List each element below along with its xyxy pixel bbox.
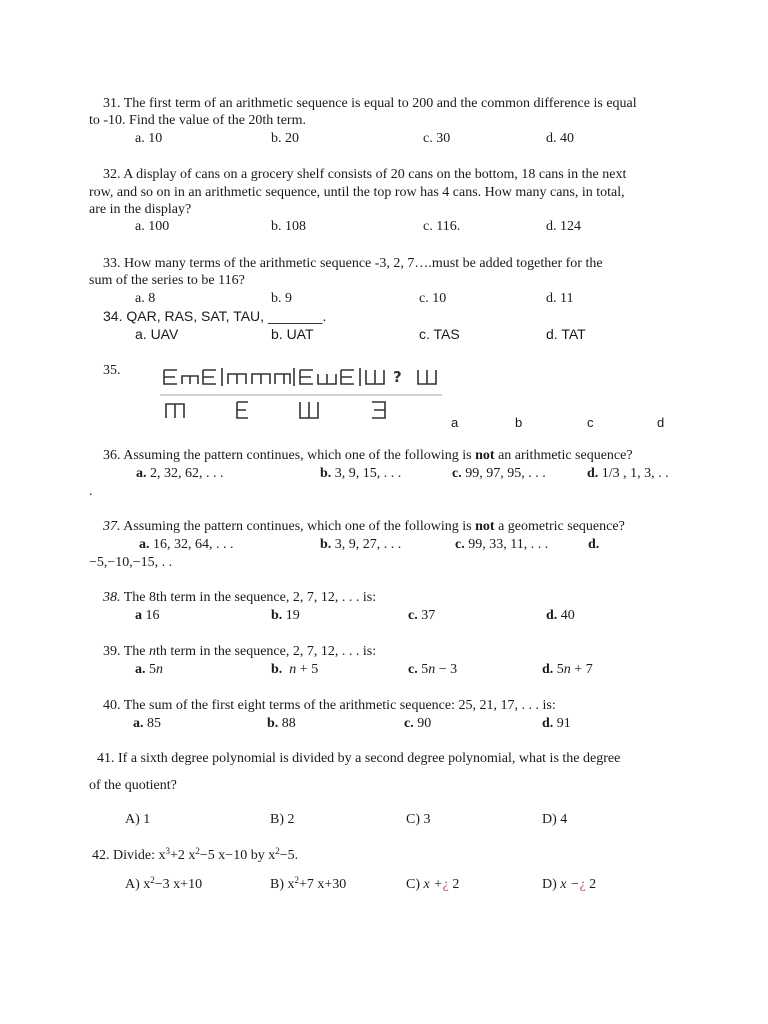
q32-stem-line1: 32. A display of cans on a grocery shelf consists of 20 cans on the bottom, 18 cans in the next — [103, 167, 627, 182]
q39-option-b: b. n + 5 — [271, 662, 319, 677]
q37-option-b: b. 3, 9, 27, . . . — [320, 537, 402, 552]
q40-option-b: b. 88 — [267, 716, 296, 731]
q33-option-d: d. 11 — [546, 291, 574, 306]
q42-option-a: A) $x^2-3$ x+10 — [125, 875, 203, 892]
q41-option-a: A) 1 — [125, 812, 151, 827]
q34-option-d: d. TAT — [546, 326, 586, 342]
q37-option-d-text: −5,−10,−15, . . — [89, 555, 173, 570]
q39-option-a: a. 5n — [135, 662, 163, 677]
q36-trailing-dot: . — [89, 484, 93, 499]
q35-option-d: d — [657, 415, 665, 430]
q36-option-a: a. 2, 32, 62, . . . — [136, 466, 224, 481]
q31-option-a: a. 10 — [135, 131, 163, 146]
q42-stem: 42. Divide: $x^3+2$ $x^2-5$ x−10 by $x^2-5$. — [92, 846, 299, 863]
q35-pattern-figure — [160, 364, 445, 426]
q34-option-b: b. UAT — [271, 326, 314, 342]
q33-stem-line2: sum of the series to be 116? — [89, 273, 245, 288]
q38-option-b: b. 19 — [271, 608, 300, 623]
q41-stem-line1: 41. If a sixth degree polynomial is divided by a second degree polynomial, what is the degree — [97, 751, 621, 766]
q41-option-c: C) 3 — [406, 812, 431, 827]
q34-option-a: a. UAV — [135, 326, 179, 342]
q37-option-c: c. 99, 33, 11, . . . — [455, 537, 549, 552]
q32-option-d: d. 124 — [546, 219, 581, 234]
q35-question-mark: ? — [393, 368, 402, 386]
q31-option-b: b. 20 — [271, 131, 299, 146]
q33-option-c: c. 10 — [419, 291, 447, 306]
q32-option-b: b. 108 — [271, 219, 306, 234]
q39-stem: 39. The nth term in the sequence, 2, 7, 12, . . . is: — [103, 644, 377, 659]
q36-stem: 36. Assuming the pattern continues, which one of the following is not an arithmetic sequence? — [103, 448, 633, 463]
q33-stem-line1: 33. How many terms of the arithmetic sequence -3, 2, 7….must be added together for the — [103, 256, 603, 271]
q37-stem: 37. Assuming the pattern continues, which one of the following is not a geometric sequence? — [103, 519, 625, 534]
q34-option-c: c. TAS — [419, 326, 460, 342]
q42-option-d: D) x −¿ 2 — [542, 877, 597, 892]
q32-option-a: a. 100 — [135, 219, 170, 234]
q32-stem-line3: are in the display? — [89, 202, 192, 217]
q33-option-a: a. 8 — [135, 291, 156, 306]
q38-option-d: d. 40 — [546, 608, 575, 623]
q41-stem-line2: of the quotient? — [89, 778, 177, 793]
q35-option-a: a — [451, 415, 459, 430]
q39-option-d: d. 5n + 7 — [542, 662, 593, 677]
q37-option-a: a. 16, 32, 64, . . . — [139, 537, 234, 552]
q38-stem: 38. The 8th term in the sequence, 2, 7, 12, . . . is: — [103, 590, 377, 605]
q33-option-b: b. 9 — [271, 291, 292, 306]
q32-option-c: c. 116. — [423, 219, 461, 234]
q39-option-c: c. 5n − 3 — [408, 662, 458, 677]
q35-option-c: c — [587, 415, 594, 430]
q31-option-d: d. 40 — [546, 131, 574, 146]
q31-stem-line1: 31. The first term of an arithmetic sequence is equal to 200 and the common difference is equal — [103, 96, 637, 111]
q31-stem-line2: to -10. Find the value of the 20th term. — [89, 113, 306, 128]
q36-option-c: c. 99, 97, 95, . . . — [452, 466, 546, 481]
q38-option-c: c. 37 — [408, 608, 436, 623]
q42-option-b: B) $x^2+7$ x+30 — [270, 875, 347, 892]
q40-option-a: a. 85 — [133, 716, 161, 731]
q40-option-c: c. 90 — [404, 716, 432, 731]
q41-option-b: B) 2 — [270, 812, 295, 827]
q41-option-d: D) 4 — [542, 812, 568, 827]
q38-option-a: a 16 — [135, 608, 160, 623]
q36-option-b: b. 3, 9, 15, . . . — [320, 466, 402, 481]
q34-stem: 34. QAR, RAS, SAT, TAU, _______. — [103, 308, 327, 324]
q36-option-d: d. 1/3 , 1, 3, . . — [587, 466, 669, 481]
q37-option-d-label: d. — [588, 537, 600, 552]
q32-stem-line2: row, and so on in an arithmetic sequence, until the top row has 4 cans. How many cans, in total, — [89, 185, 625, 200]
q40-stem: 40. The sum of the first eight terms of the arithmetic sequence: 25, 21, 17, . . . is: — [103, 698, 556, 713]
q35-number: 35. — [103, 363, 121, 378]
q31-option-c: c. 30 — [423, 131, 451, 146]
q40-option-d: d. 91 — [542, 716, 571, 731]
q35-option-b: b — [515, 415, 523, 430]
q42-option-c: C) x +¿ 2 — [406, 877, 460, 892]
